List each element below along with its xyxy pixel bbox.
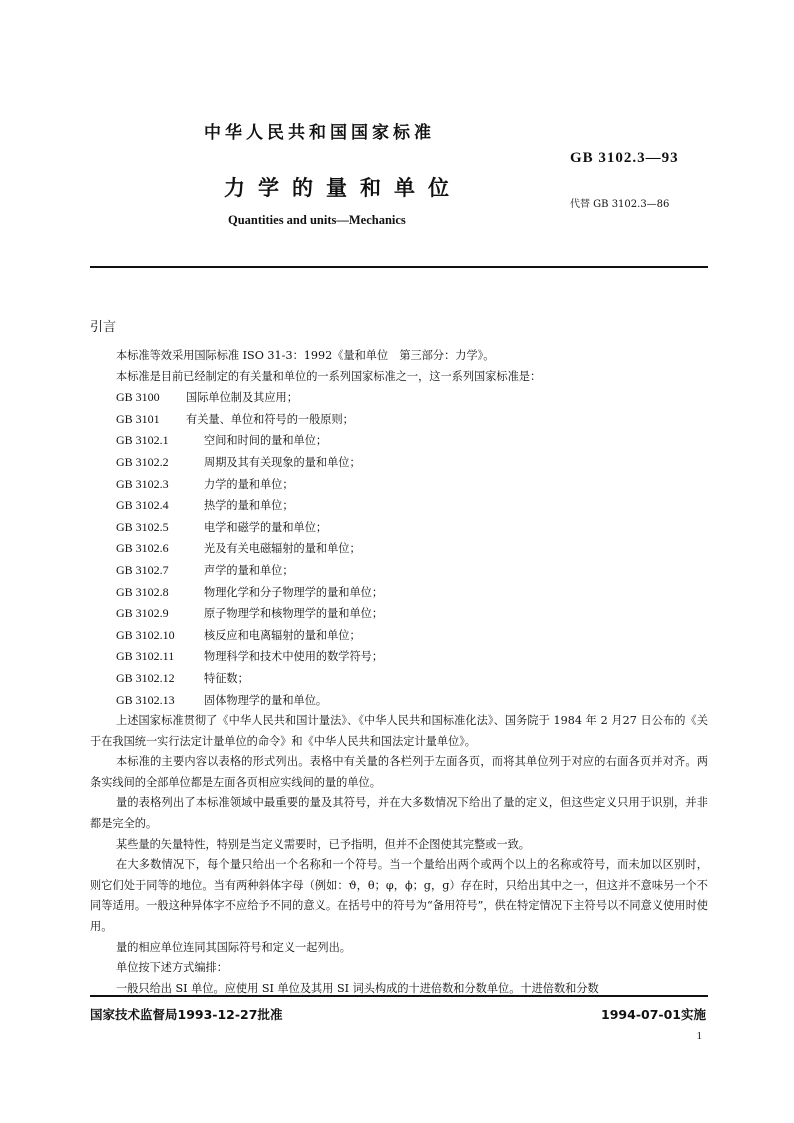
standard-code-item: GB 3100 <box>116 390 160 405</box>
standard-code-item: GB 3102.7 <box>116 562 169 577</box>
standard-code-item: GB 3102.4 <box>116 498 169 513</box>
list-item <box>90 668 708 690</box>
standard-code-item: GB 3102.3 <box>116 476 169 491</box>
standard-title-item: 固体物理学的量和单位。 <box>204 693 328 707</box>
paragraph: 本标准等效采用国际标准 ISO 31-3：1992《量和单位 第三部分：力学》。 <box>116 349 495 362</box>
paragraph: 本标准是目前已经制定的有关量和单位的一系列国家标准之一，这一系列国家标准是： <box>116 369 542 383</box>
standard-code-item: GB 3102.9 <box>116 606 169 621</box>
standard-code-item: GB 3102.2 <box>116 454 169 469</box>
list-item <box>90 409 708 431</box>
standard-title-item: 声学的量和单位； <box>204 563 294 577</box>
list-item <box>90 690 708 712</box>
list-item <box>90 603 708 625</box>
document-title: 力学的量和单位 <box>224 176 462 200</box>
list-item <box>90 474 708 496</box>
section-title: 引言 <box>90 320 117 335</box>
standard-code-item: GB 3102.13 <box>116 692 175 707</box>
standard-title-item: 核反应和电离辐射的量和单位； <box>204 628 361 642</box>
replaces-standard: 代替 GB 3102.3—86 <box>570 199 670 210</box>
standard-title-item: 物理化学和分子物理学的量和单位； <box>204 585 384 599</box>
paragraph: 本标准的主要内容以表格的形式列出。表格中有关量的各栏列于左面各页，而将其单位列于对应的右面各页并对齐。两条实线间的全部单位都是左面各页相应实线间的量的单位。 <box>90 755 708 789</box>
standard-title-item: 物理科学和技术中使用的数学符号； <box>204 650 384 664</box>
standard-title-item: 国际单位制及其应用； <box>186 391 298 405</box>
paragraph: 量的表格列出了本标准领域中最重要的量及其符号，并在大多数情况下给出了量的定义，但这些定义只用于识别，并非都是完全的。 <box>90 796 708 831</box>
list-item <box>90 495 708 517</box>
list-item <box>90 538 708 560</box>
standard-title-item: 特征数； <box>204 671 249 685</box>
standard-title-item: 有关量、单位和符号的一般原则； <box>186 412 354 426</box>
standard-title-item: 原子物理学和核物理学的量和单位； <box>204 607 384 621</box>
standard-code: GB 3102.3—93 <box>570 150 679 166</box>
paragraph: 单位按下述方式编排： <box>116 961 228 975</box>
standard-code-item: GB 3102.6 <box>116 541 169 556</box>
body-text <box>90 346 708 999</box>
list-item <box>90 517 708 539</box>
page-number: 1 <box>696 1030 702 1042</box>
approval-info: 国家技术监督局1993-12-27批准 <box>90 1007 283 1022</box>
paragraph: 上述国家标准贯彻了《中华人民共和国计量法》、《中华人民共和国标准化法》、国务院于 1984 年 2 月27 日公布的《关于在我国统一实行法定计量单位的命令》和《中华人民共和国法定计量单位》。 <box>90 714 708 748</box>
standard-title-item: 电学和磁学的量和单位； <box>204 520 328 534</box>
standard-title-item: 周期及其有关现象的量和单位； <box>204 455 361 469</box>
standard-title-item: 力学的量和单位； <box>204 477 294 491</box>
footer-divider <box>90 995 708 997</box>
standard-title-item: 热学的量和单位； <box>204 499 294 513</box>
standard-title-item: 空间和时间的量和单位； <box>204 434 328 448</box>
standard-code-item: GB 3102.5 <box>116 519 169 534</box>
standard-code-item: GB 3102.8 <box>116 584 169 599</box>
standard-title-item: 光及有关电磁辐射的量和单位； <box>204 542 361 556</box>
list-item <box>90 582 708 604</box>
list-item <box>90 560 708 582</box>
list-item <box>90 452 708 474</box>
list-item <box>90 430 708 452</box>
standard-code-item: GB 3102.11 <box>116 649 175 664</box>
standard-title: 中华人民共和国国家标准 <box>204 123 435 143</box>
list-item <box>90 625 708 647</box>
standard-code-item: GB 3102.10 <box>116 627 175 642</box>
paragraph: 在大多数情况下，每个量只给出一个名称和一个符号。当一个量给出两个或两个以上的名称或符号，而未加以区别时，则它们处于同等的地位。当有两种斜体字母（例如：ϑ，θ；φ，ϕ；g，ɡ）存在时，只给出其中之一，但这并不意味另一个不同等适用。一般这种异体字不应给予不同的意义。在括号中的符号为“备用符号”，供在特定情况下主符号以不同意义使用时使用。 <box>90 858 708 934</box>
list-item <box>90 646 708 668</box>
standard-code-item: GB 3102.1 <box>116 433 169 448</box>
english-title: Quantities and units—Mechanics <box>228 213 406 227</box>
list-item <box>90 387 708 409</box>
standard-code-item: GB 3101 <box>116 411 160 426</box>
standard-code-item: GB 3102.12 <box>116 670 175 685</box>
paragraph: 一般只给出 SI 单位。应使用 SI 单位及其用 SI 词头构成的十进倍数和分数单位。十进倍数和分数 <box>116 981 599 995</box>
header-divider <box>90 266 708 268</box>
paragraph: 某些量的矢量特性，特别是当定义需要时，已予指明，但并不企图使其完整或一致。 <box>116 837 530 851</box>
paragraph: 量的相应单位连同其国际符号和定义一起列出。 <box>116 940 351 954</box>
implementation-date: 1994-07-01实施 <box>601 1007 706 1022</box>
